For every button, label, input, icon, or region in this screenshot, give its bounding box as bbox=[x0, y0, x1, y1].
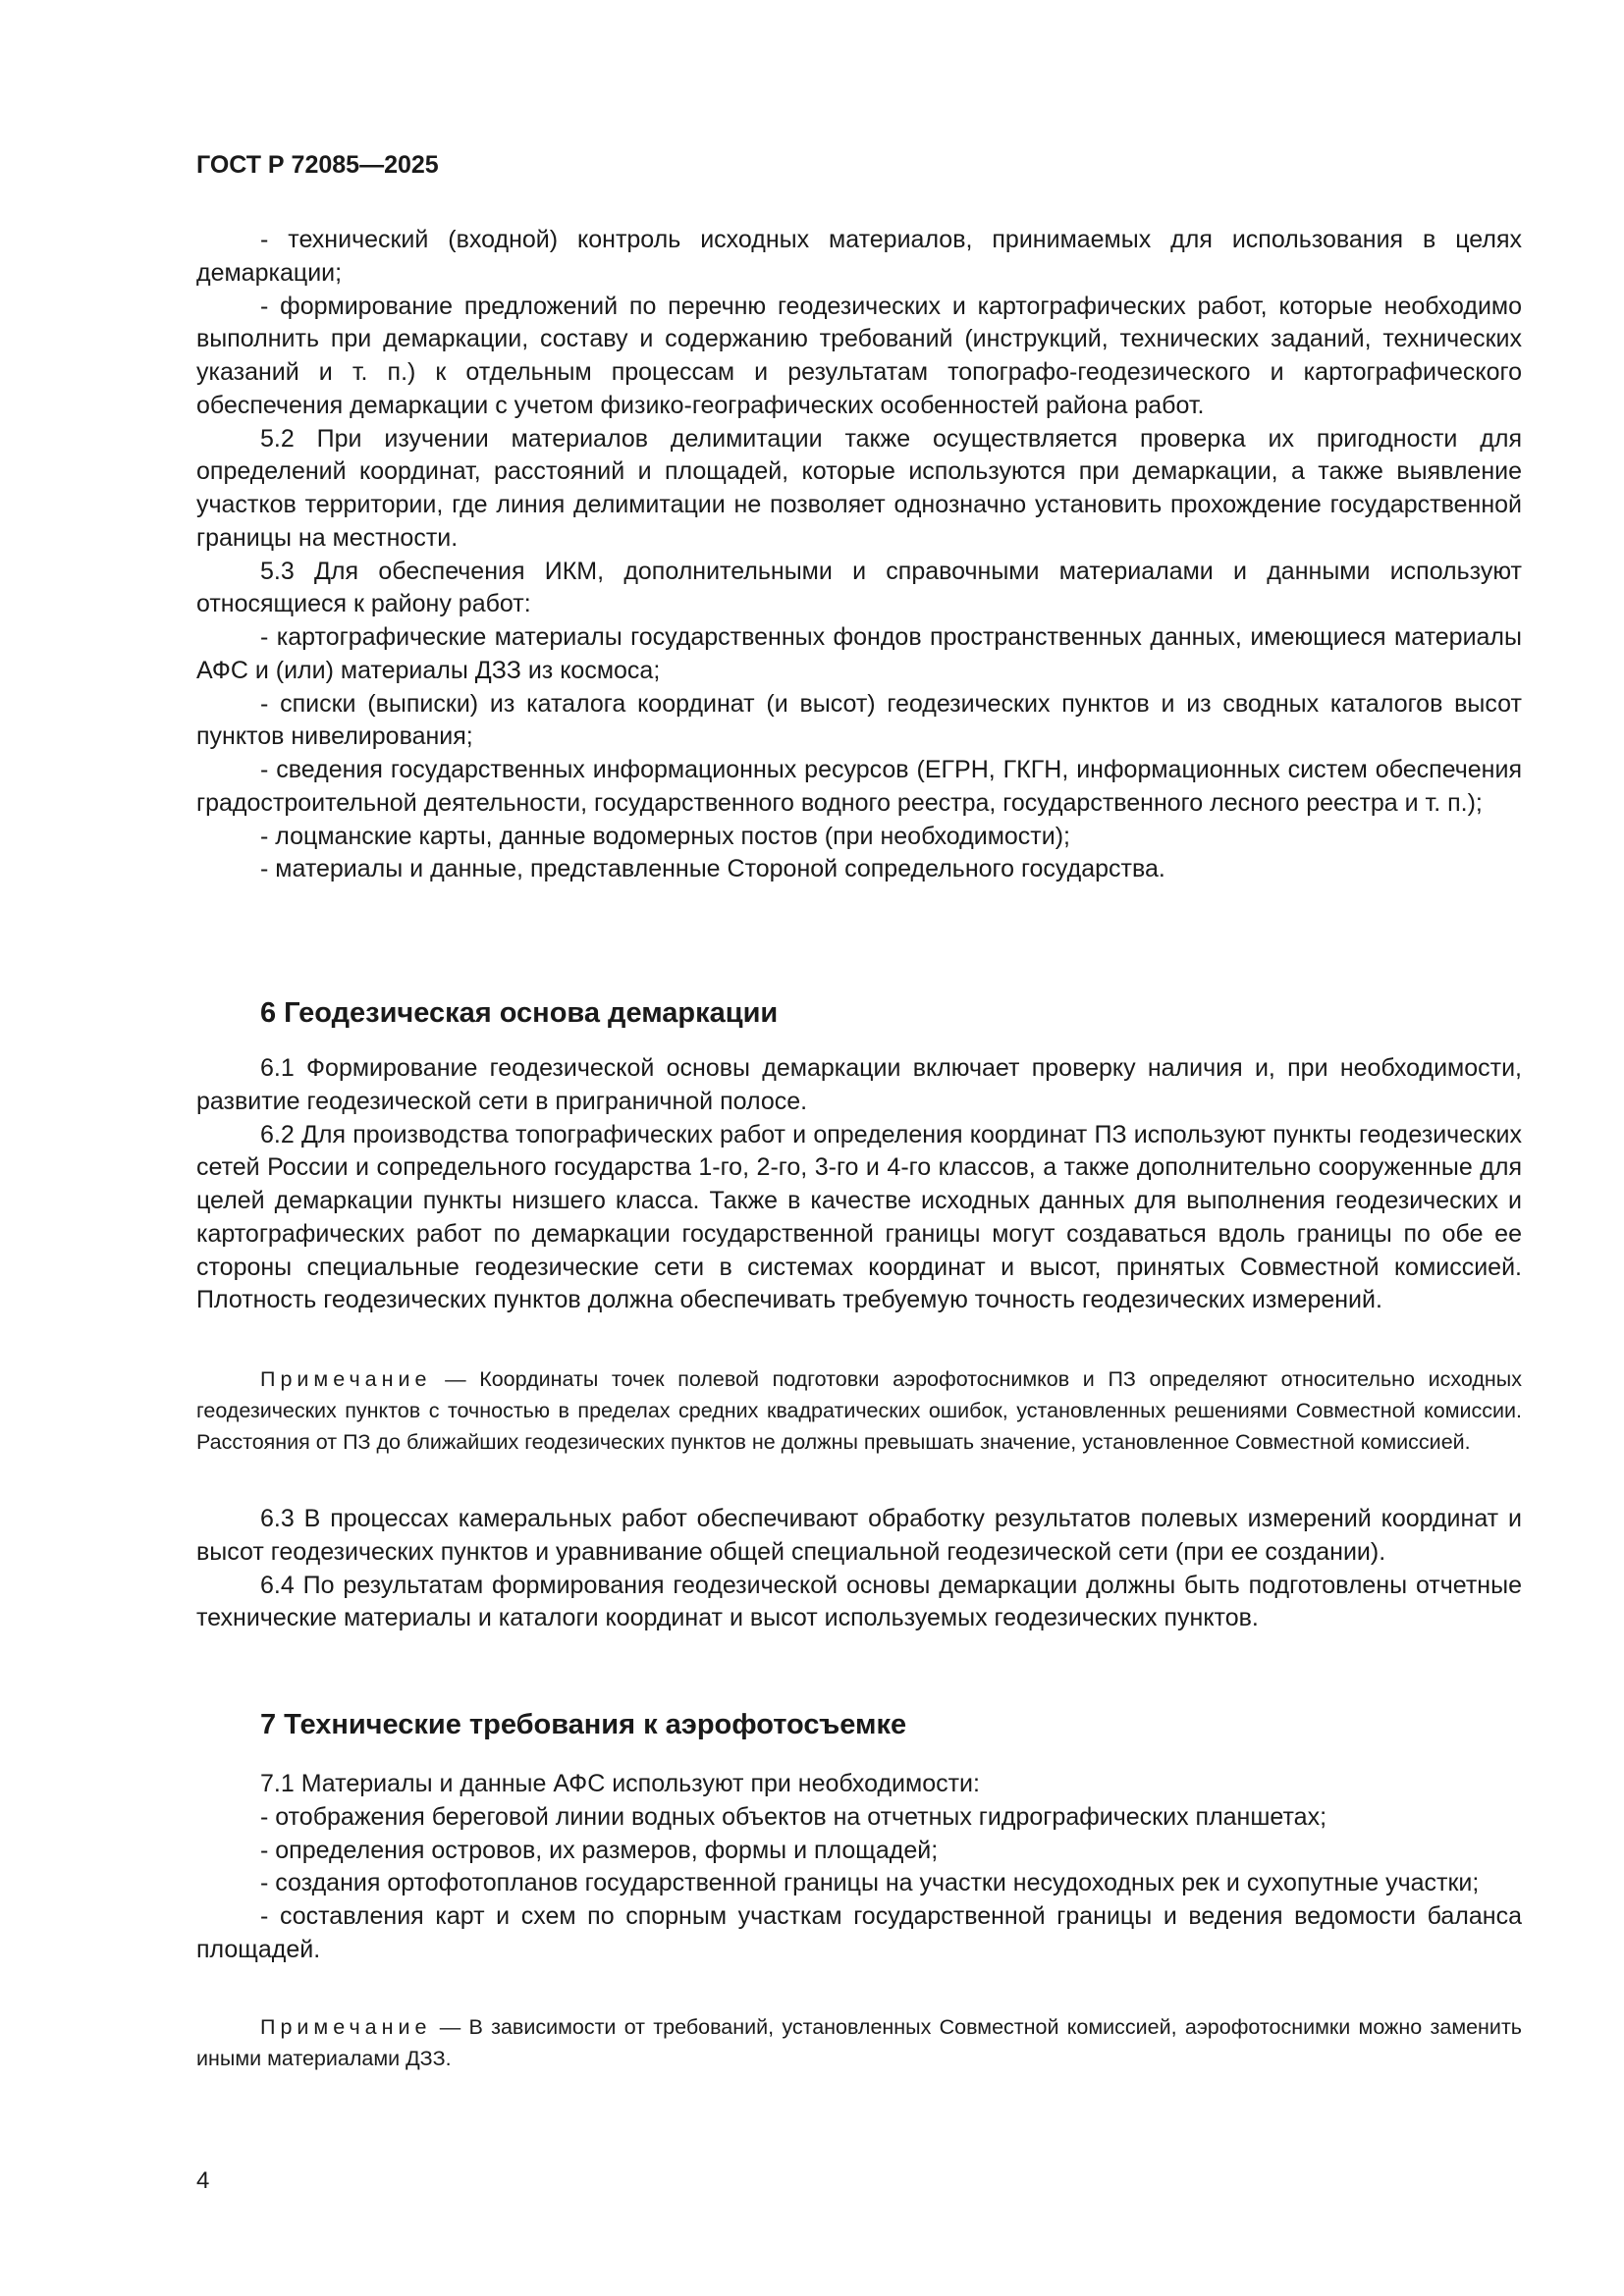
paragraph: - лоцманские карты, данные водомерных постов (при необходимости); bbox=[260, 822, 1070, 850]
paragraph: - материалы и данные, представленные Стороной сопредельного государства. bbox=[260, 855, 1165, 883]
paragraph: 6.2 Для производства топографических работ и определения координат ПЗ используют пункты геодезических сетей России и сопредельного государства 1-го, 2-го, 3-го и 4-го классов, а также дополнительно сооруженные для целей демаркации пункты низшего класса. Также в качестве исходных данных для выполнения геодезических и картографических работ по демаркации государственной границы могут создаваться вдоль границы по обе ее стороны специальные геодезические сети в системах координат и высот, принятых Совместной комиссией. Плотность геодезических пунктов должна обеспечивать требуемую точность геодезических измерений. bbox=[196, 1120, 1522, 1314]
paragraph: - сведения государственных информационных ресурсов (ЕГРН, ГКГН, информационных систем обеспечения градостроительной деятельности, государственного водного реестра, государственного лесного реестра и т. п.); bbox=[196, 756, 1522, 817]
paragraph: - списки (выписки) из каталога координат (и высот) геодезических пунктов и из сводных каталогов высот пунктов нивелирования; bbox=[196, 689, 1522, 751]
paragraph: - составления карт и схем по спорным участкам государственной границы и ведения ведомости баланса площадей. bbox=[196, 1902, 1522, 1963]
section-6-paragraphs-continued bbox=[196, 1503, 1522, 1635]
paragraph: 5.2 При изучении материалов делимитации также осуществляется проверка их пригодности для определений координат, расстояний и площадей, которые используются при демаркации, а также выявление участков территории, где линия делимитации не позволяет однозначно установить прохождение государственной границы на местности. bbox=[196, 424, 1522, 552]
paragraph: 6.1 Формирование геодезической основы демаркации включает проверку наличия и, при необходимости, развитие геодезической сети в приграничной полосе. bbox=[196, 1054, 1522, 1115]
section-7-heading: 7 Технические требования к аэрофотосъемке bbox=[260, 1709, 907, 1740]
paragraph: - картографические материалы государственных фондов пространственных данных, имеющиеся материалы АФС и (или) материалы ДЗЗ из космоса; bbox=[196, 623, 1522, 684]
section-6-paragraphs bbox=[196, 1052, 1522, 1317]
note-label: Примечание bbox=[260, 2015, 432, 2039]
paragraph: 6.4 По результатам формирования геодезической основы демаркации должны быть подготовлены отчетные технические материалы и каталоги координат и высот используемых геодезических пунктов. bbox=[196, 1571, 1522, 1632]
note-paragraph bbox=[196, 2011, 1522, 2074]
paragraph: 5.3 Для обеспечения ИКМ, дополнительными и справочными материалами и данными используют относящиеся к району работ: bbox=[196, 557, 1522, 618]
note-paragraph bbox=[196, 1363, 1522, 1458]
note-label: Примечание bbox=[260, 1367, 432, 1391]
page-number: 4 bbox=[196, 2167, 210, 2194]
paragraph: - отображения береговой линии водных объектов на отчетных гидрографических планшетах; bbox=[260, 1802, 1327, 1831]
paragraph: - формирование предложений по перечню геодезических и картографических работ, которые необходимо выполнить при демаркации, составу и содержанию требований (инструкций, технических заданий, технических указаний и т. п.) к отдельным процессам и результатам топографо-геодезического и картографического обеспечения демаркации с учетом физико-географических особенностей района работ. bbox=[196, 292, 1522, 419]
paragraph: - технический (входной) контроль исходных материалов, принимаемых для использования в целях демаркации; bbox=[196, 226, 1522, 287]
section-5-continuation bbox=[196, 224, 1522, 886]
paragraph: - создания ортофотопланов государственной границы на участки несудоходных рек и сухопутные участки; bbox=[260, 1869, 1480, 1897]
note-text: — Координаты точек полевой подготовки аэрофотоснимков и ПЗ определяют относительно исходных геодезических пунктов с точностью в пределах средних квадратических ошибок, установленных решениями Совместной комиссии. Расстояния от ПЗ до ближайших геодезических пунктов не должны превышать значение, установленное Совместной комиссией. bbox=[196, 1367, 1522, 1454]
paragraph: 7.1 Материалы и данные АФС используют при необходимости: bbox=[260, 1770, 980, 1797]
section-7-note bbox=[196, 2011, 1522, 2074]
section-6-heading: 6 Геодезическая основа демаркации bbox=[260, 997, 779, 1029]
section-7-paragraphs bbox=[196, 1768, 1522, 1967]
paragraph: - определения островов, их размеров, формы и площадей; bbox=[260, 1836, 939, 1864]
paragraph: 6.3 В процессах камеральных работ обеспечивают обработку результатов полевых измерений координат и высот геодезических пунктов и уравнивание общей специальной геодезической сети (при ее создании). bbox=[196, 1505, 1522, 1566]
section-6-note bbox=[196, 1363, 1522, 1458]
note-text: — В зависимости от требований, установленных Совместной комиссией, аэрофотоснимки можно заменить иными материалами ДЗЗ. bbox=[196, 2015, 1522, 2070]
document-header: ГОСТ Р 72085—2025 bbox=[196, 151, 439, 179]
